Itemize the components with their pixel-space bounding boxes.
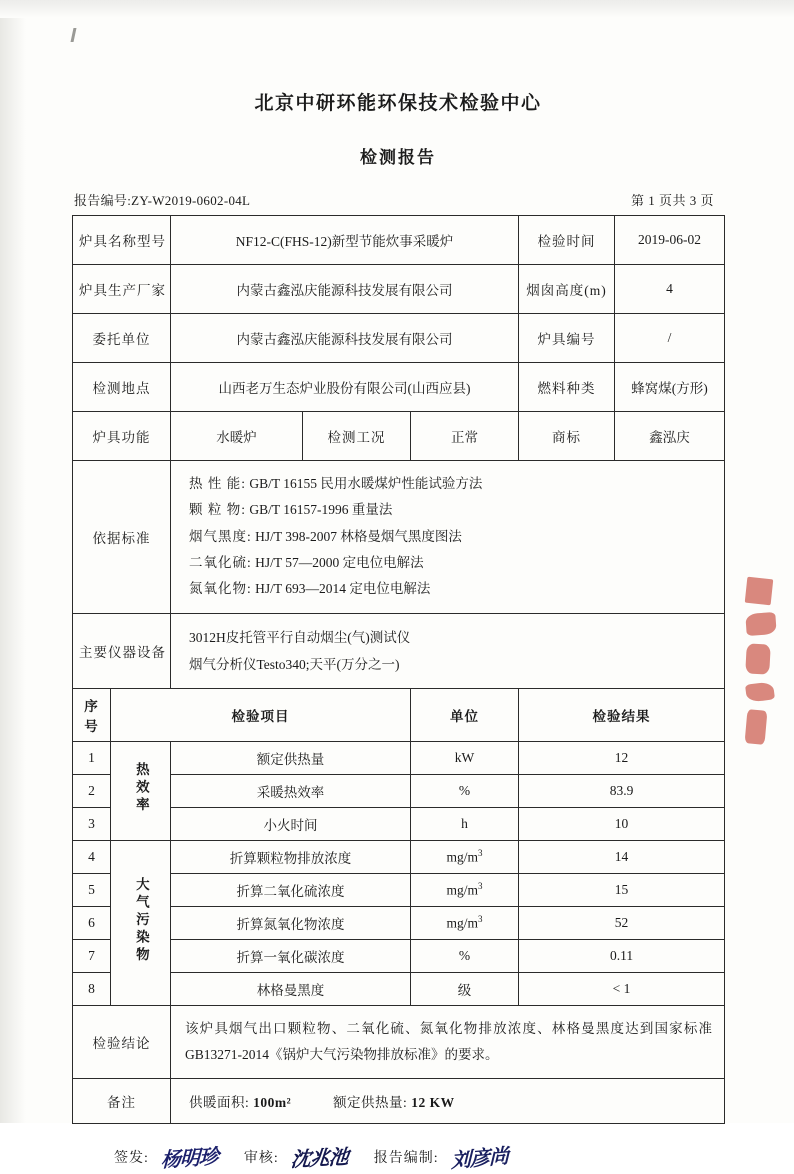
results-header-item: 检验项目 (111, 688, 411, 741)
standard-value: HJ/T 693—2014 定电位电解法 (255, 581, 431, 597)
standard-key: 烟气黑度: (189, 528, 252, 544)
conclusion-text: 该炉具烟气出口颗粒物、二氧化硫、氮氧化物排放浓度、林格曼黑度达到国家标准GB13271-2014《锅炉大气污染物排放标准》的要求。 (171, 1005, 725, 1079)
row-unit-text: kW (454, 749, 475, 765)
row-item: 折算颗粒物排放浓度 (171, 840, 411, 873)
group-label-thermal (111, 741, 171, 840)
row-unit (411, 774, 519, 807)
row-no: 7 (73, 939, 111, 972)
standard-line (189, 471, 718, 497)
standard-line (189, 576, 718, 602)
red-seal-marks (746, 578, 780, 778)
condition-value: 正常 (411, 412, 519, 461)
standards-row (73, 461, 725, 614)
results-header-no: 序号 (73, 688, 111, 741)
scan-edge-left (0, 0, 26, 1123)
row-result: 12 (519, 741, 725, 774)
row-result: 0.11 (519, 939, 725, 972)
standard-value: HJ/T 398-2007 林格曼烟气黑度图法 (255, 528, 462, 544)
group-label-pollutant-text: 大气污染物 (133, 876, 149, 965)
row-unit-sup: 3 (478, 880, 483, 891)
row-unit-sup: 3 (478, 913, 483, 924)
remark-heat (333, 1095, 455, 1110)
remark-label: 备注 (73, 1079, 171, 1124)
inspect-date-label: 检验时间 (519, 216, 615, 265)
row-no: 3 (73, 807, 111, 840)
table-row (73, 906, 725, 939)
row-result: 52 (519, 906, 725, 939)
standard-key: 热 性 能: (189, 476, 247, 491)
table-row (73, 741, 725, 774)
row-result: 14 (519, 840, 725, 873)
row-item: 采暖热效率 (171, 774, 411, 807)
row-item: 林格曼黑度 (171, 972, 411, 1005)
remark-row (73, 1079, 725, 1124)
row-item: 折算二氧化硫浓度 (171, 873, 411, 906)
table-row (73, 265, 725, 314)
row-item: 折算一氧化碳浓度 (171, 939, 411, 972)
standard-line (189, 550, 718, 576)
row-unit (411, 906, 519, 939)
row-unit (411, 939, 519, 972)
row-unit (411, 741, 519, 774)
remark-heat-label: 额定供热量: (333, 1095, 408, 1111)
row-unit-text: mg/m (446, 882, 479, 898)
results-header-row (73, 688, 725, 741)
row-item: 额定供热量 (171, 741, 411, 774)
scan-edge-top (0, 0, 794, 18)
page-number: 第 1 页共 3 页 (630, 193, 714, 208)
row-unit (411, 840, 519, 873)
standard-line (189, 497, 718, 523)
standard-value: GB/T 16157-1996 重量法 (249, 502, 393, 518)
standards-label: 依据标准 (73, 461, 171, 614)
standard-key: 氮氧化物: (189, 581, 252, 597)
standards-content (171, 461, 725, 614)
standard-value: GB/T 16155 民用水暖煤炉性能试验方法 (249, 476, 483, 491)
client-value: 内蒙古鑫泓庆能源科技发展有限公司 (171, 314, 519, 363)
manufacturer-label: 炉具生产厂家 (73, 265, 171, 314)
remark-area-label: 供暖面积: (189, 1095, 250, 1111)
table-row (73, 363, 725, 412)
report-body (72, 80, 724, 1171)
location-label: 检测地点 (73, 363, 171, 412)
remark-area (189, 1095, 295, 1110)
brand-label: 商标 (519, 412, 615, 461)
row-unit-text: mg/m (446, 915, 479, 931)
row-unit (411, 972, 519, 1005)
remark-content (171, 1079, 725, 1124)
table-row (73, 216, 725, 265)
row-item: 折算氮氧化物浓度 (171, 906, 411, 939)
report-number: 报告编号:ZY-W2019-0602-04L (74, 193, 251, 208)
conclusion-row (73, 1005, 725, 1079)
row-result: 10 (519, 807, 725, 840)
row-unit (411, 807, 519, 840)
row-no: 4 (73, 840, 111, 873)
report-meta-row (72, 190, 724, 209)
condition-label: 检测工况 (303, 412, 411, 461)
conclusion-label: 检验结论 (73, 1005, 171, 1079)
review-label: 审核: (243, 1150, 279, 1166)
instrument-line: 3012H皮托管平行自动烟尘(气)测试仪 (189, 629, 411, 645)
function-value: 水暖炉 (171, 412, 303, 461)
row-unit-text: % (458, 947, 471, 963)
info-table (72, 215, 725, 1124)
row-unit-text: mg/m (446, 849, 479, 865)
fuel-value: 蜂窝煤(方形) (615, 363, 725, 412)
review-signature: 沈兆池 (289, 1144, 349, 1172)
organization-title: 北京中研环能环保技术检验中心 (254, 93, 542, 114)
standard-value: HJ/T 57—2000 定电位电解法 (255, 554, 424, 570)
table-row (73, 939, 725, 972)
stove-model-label: 炉具名称型号 (73, 216, 171, 265)
row-item: 小火时间 (171, 807, 411, 840)
row-no: 2 (73, 774, 111, 807)
client-label: 委托单位 (73, 314, 171, 363)
row-unit-text: 级 (457, 982, 472, 998)
remark-heat-value: 12 KW (411, 1095, 455, 1111)
table-row (73, 774, 725, 807)
remark-area-value: 100m² (253, 1095, 292, 1111)
row-result: 83.9 (519, 774, 725, 807)
row-no: 5 (73, 873, 111, 906)
row-unit-sup: 3 (478, 847, 483, 858)
location-value: 山西老万生态炉业股份有限公司(山西应县) (171, 363, 519, 412)
row-result: < 1 (519, 972, 725, 1005)
function-label: 炉具功能 (73, 412, 171, 461)
table-row (73, 873, 725, 906)
results-header-unit: 单位 (411, 688, 519, 741)
scan-corner-mark (71, 28, 77, 42)
stove-no-label: 炉具编号 (519, 314, 615, 363)
brand-value: 鑫泓庆 (615, 412, 725, 461)
stove-model-value: NF12-C(FHS-12)新型节能炊事采暖炉 (171, 216, 519, 265)
chimney-height-label: 烟囱高度(m) (519, 265, 615, 314)
compile-label: 报告编制: (373, 1150, 439, 1166)
instruments-row (73, 613, 725, 688)
row-no: 6 (73, 906, 111, 939)
group-label-pollutant (111, 840, 171, 1005)
table-row (73, 314, 725, 363)
row-no: 8 (73, 972, 111, 1005)
table-row (73, 807, 725, 840)
row-unit-text: h (461, 815, 468, 831)
table-row (73, 972, 725, 1005)
manufacturer-value: 内蒙古鑫泓庆能源科技发展有限公司 (171, 265, 519, 314)
table-row (73, 412, 725, 461)
row-no: 1 (73, 741, 111, 774)
results-header-result: 检验结果 (519, 688, 725, 741)
row-unit (411, 873, 519, 906)
row-result: 15 (519, 873, 725, 906)
standard-key: 二氧化硫: (189, 554, 252, 570)
issue-signature: 杨明珍 (160, 1144, 219, 1173)
issue-label: 签发: (114, 1150, 149, 1166)
group-label-thermal-text: 热效率 (133, 762, 149, 815)
signature-row (72, 1142, 724, 1171)
instruments-content (171, 613, 725, 688)
report-title: 检测报告 (360, 148, 436, 167)
standard-line (189, 524, 718, 550)
row-unit-text: % (458, 782, 471, 798)
standard-key: 颗 粒 物: (189, 502, 247, 518)
table-row (73, 840, 725, 873)
instrument-line: 烟气分析仪Testo340;天平(万分之一) (189, 656, 400, 672)
chimney-height-value: 4 (615, 265, 725, 314)
inspect-date-value: 2019-06-02 (615, 216, 725, 265)
compile-signature: 刘彦尚 (450, 1143, 508, 1173)
instruments-label: 主要仪器设备 (73, 613, 171, 688)
fuel-label: 燃料种类 (519, 363, 615, 412)
stove-no-value: / (615, 314, 725, 363)
